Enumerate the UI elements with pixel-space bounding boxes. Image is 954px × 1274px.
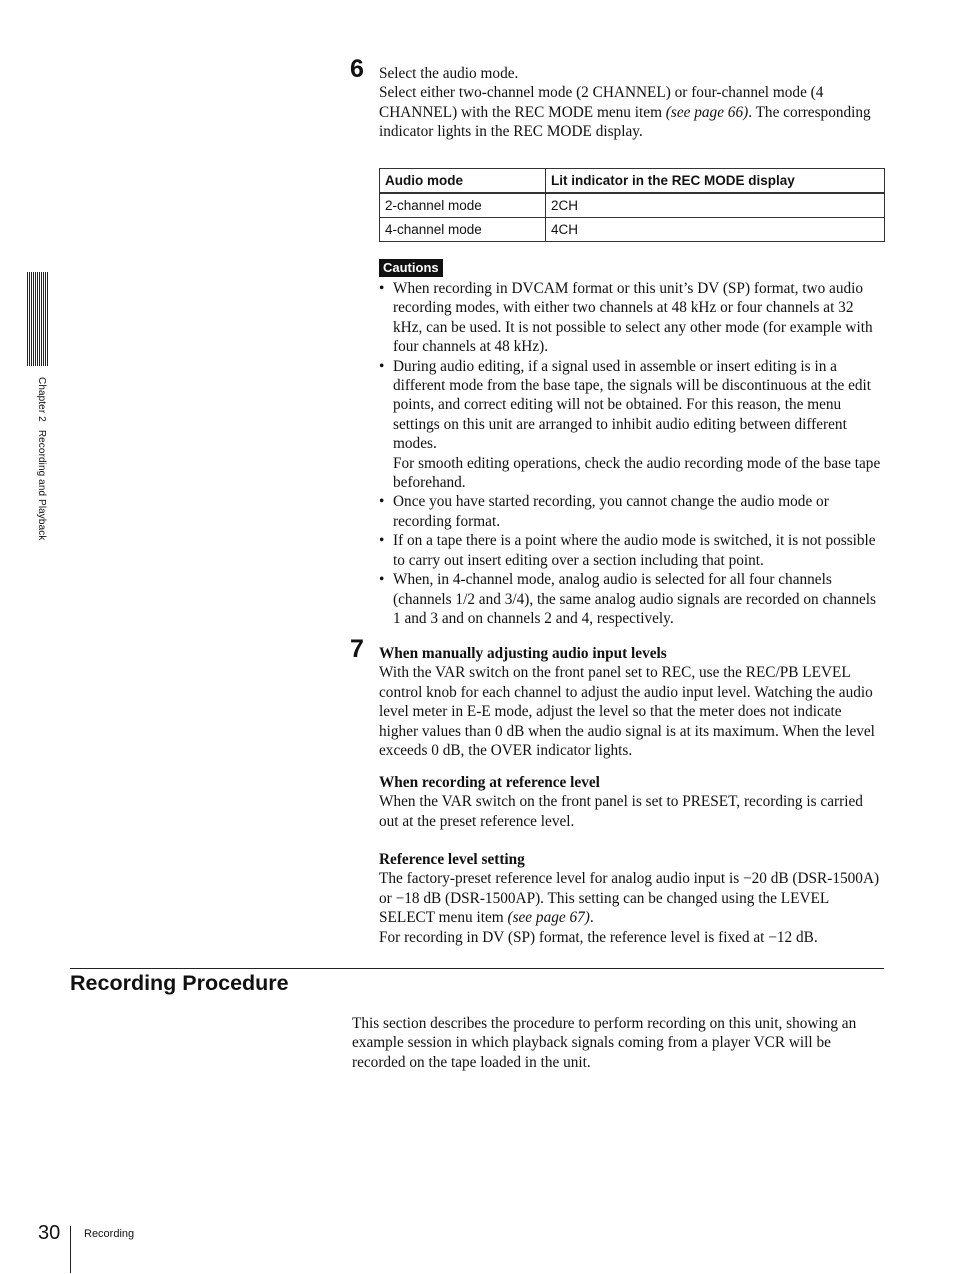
cautions-badge: Cautions — [379, 259, 443, 277]
reference-level-recording — [379, 773, 884, 831]
section-body: This section describes the procedure to perform recording on this unit, showing an example session in which playback signals coming from a player VCR will be recorded on the tape loaded in the unit. — [352, 1015, 857, 1071]
page-reference: (see page 67) — [507, 909, 590, 927]
table-row — [380, 193, 885, 218]
footer-label: Recording — [84, 1228, 135, 1240]
list-item: • If on a tape there is a point where the audio mode is switched, it is not possible to carry out insert editing over a section including that point. — [379, 531, 884, 570]
table-row — [380, 218, 885, 242]
subheading: Reference level setting — [379, 851, 525, 868]
table-cell: 2CH — [546, 193, 885, 218]
table-header-cell: Lit indicator in the REC MODE display — [546, 169, 885, 194]
list-item: • When recording in DVCAM format or this unit’s DV (SP) format, two audio recording modes, with either two channels at 48 kHz or four channels at 32 kHz, can be used. It is not possible to select any other mode (for example with four channels at 48 kHz). — [379, 279, 884, 357]
step-7-heading: When manually adjusting audio input levels — [379, 645, 667, 662]
chapter-title: Recording and Playback — [36, 429, 47, 541]
chapter-side-label — [36, 377, 47, 540]
table-header-cell: Audio mode — [380, 169, 546, 194]
step-6-text — [379, 64, 884, 142]
paragraph: For recording in DV (SP) format, the reference level is fixed at −12 dB. — [379, 928, 818, 946]
footer-divider — [70, 1226, 71, 1273]
reference-level-setting — [379, 850, 884, 947]
step-7-text — [379, 644, 884, 760]
chapter-tab-marker — [27, 272, 48, 366]
table-cell: 2-channel mode — [380, 193, 546, 218]
section-divider — [70, 968, 884, 969]
step-6-number: 6 — [350, 55, 364, 83]
page-number: 30 — [38, 1222, 61, 1244]
cautions-list — [379, 279, 884, 628]
subheading: When recording at reference level — [379, 774, 600, 791]
table-cell: 4CH — [546, 218, 885, 242]
step-6-body: Select either two-channel mode (2 CHANNEL) or four-channel mode (4 CHANNEL) with the REC MODE menu item (see page 66). The corresponding indicator lights in the REC MODE display. — [379, 84, 871, 141]
paragraph: The factory-preset reference level for analog audio input is −20 dB (DSR-1500A) or −18 dB (DSR-1500AP). This setting can be changed using the LEVEL SELECT menu item (see page 67). — [379, 870, 880, 927]
step-7-body: With the VAR switch on the front panel set to REC, use the REC/PB LEVEL control knob for each channel to adjust the audio input level. Watching the audio level meter in E-E mode, adjust the level so that the meter does not indicate higher values than 0 dB when the audio signal is at its maximum. When the level exceeds 0 dB, the OVER indicator lights. — [379, 664, 875, 760]
list-item: • When, in 4-channel mode, analog audio is selected for all four channels (channels 1/2 and 3/4), the same analog audio signals are recorded on channels 1 and 3 and on channels 2 and 4, respectively. — [379, 570, 884, 628]
step-6-lead: Select the audio mode. — [379, 65, 519, 82]
section-title: Recording Procedure — [70, 971, 289, 995]
chapter-number: Chapter 2 — [36, 377, 47, 422]
audio-mode-table — [379, 168, 885, 242]
step-7-number: 7 — [350, 635, 364, 663]
list-item: • Once you have started recording, you cannot change the audio mode or recording format. — [379, 492, 884, 531]
list-item: • During audio editing, if a signal used in assemble or insert editing is in a different mode from the base tape, the signals will be discontinuous at the edit points, and correct editing will not be obtained. For this reason, the menu settings on this unit are arranged to inhibit audio editing between different modes. For smooth editing operations, check the audio recording mode of the base tape beforehand. — [379, 357, 884, 493]
paragraph: When the VAR switch on the front panel is set to PRESET, recording is carried out at the preset reference level. — [379, 793, 863, 830]
table-cell: 4-channel mode — [380, 218, 546, 242]
table-header-row — [380, 169, 885, 194]
page-reference: (see page 66) — [665, 103, 749, 121]
